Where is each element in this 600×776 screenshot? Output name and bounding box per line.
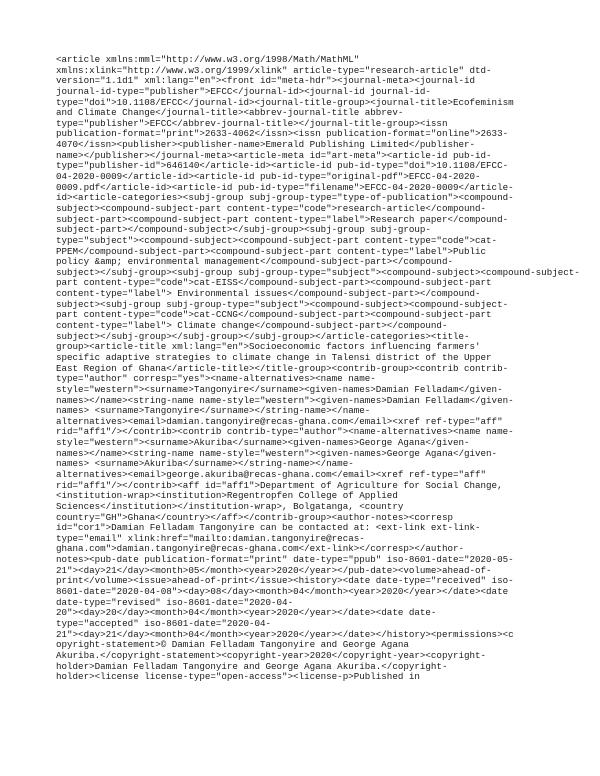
text-line: subject></subj-group></subj-group></subj-group></article-categories><title- [56, 330, 470, 342]
text-line: part content-type="code">cat-EISS</compound-subject-part><compound-subject-part [56, 277, 492, 289]
text-line: type="publisher">EFCC</abbrev-journal-title></journal-title-group><issn [56, 117, 448, 129]
text-line: type="accepted" iso-8601-date="2020-04- [56, 617, 272, 629]
text-line: names> <surname>Tangonyire</surname></string-name></name- [56, 405, 371, 417]
text-line: content-type="label"> Climate change</compound-subject-part></compound- [56, 320, 448, 332]
text-line: holder><license license-type="open-access"><license-p>Published in [56, 671, 420, 683]
text-line: style="western"><surname>Akuriba</surname><given-names>George Agana</given- [56, 437, 470, 449]
text-line: names> <surname>Akuriba</surname></string-name></name- [56, 458, 354, 470]
text-line: subject><subj-group subj-group-type="subject"><compound-subject><compound-subject- [56, 298, 509, 310]
text-line: type="subject"><compound-subject><compound-subject-part content-type="code">cat- [56, 234, 498, 246]
text-line: notes><pub-date publication-format="print" date-type="ppub" iso-8601-date="2020-05- [56, 554, 514, 566]
text-line: subject><compound-subject-part content-type="code">research-article</compound- [56, 202, 487, 214]
text-line: subject></subj-group><subj-group subj-group-type="subject"><compound-subject><compound-subject- [56, 266, 580, 278]
text-line: holder>Damian Felladam Tangonyire and George Agana Akuriba.</copyright- [56, 660, 448, 672]
text-line: names></name><string-name name-style="western"><given-names>George Agana</given- [56, 447, 498, 459]
text-line: type="email" xlink:href="mailto:damian.tangonyire@recas- [56, 532, 365, 544]
text-line: id="cor1">Damian Felladam Tangonyire can be contacted at: <ext-link ext-link- [56, 522, 481, 534]
text-line: subject-part><compound-subject-part content-type="label">Research paper</compound- [56, 213, 509, 225]
text-line: opyright-statement>© Damian Felladam Tangonyire and George Agana [56, 639, 409, 651]
text-line: East Region of Ghana</article-title></title-group><contrib-group><contrib contrib- [56, 362, 509, 374]
text-line: <article xmlns:mml="http://www.w3.org/1998/Math/MathML" [56, 54, 360, 65]
text-line: policy &amp; environmental management</compound-subject-part></compound- [56, 256, 453, 268]
text-line: <institution-wrap><institution>Regentropfen College of Applied [56, 490, 398, 502]
text-line: 8601-date="2020-04-08"><day>08</day><month>04</month><year>2020</year></date><date [56, 586, 509, 598]
text-line: 21"><day>21</day><month>05</month><year>2020</year></pub-date><volume>ahead-of- [56, 564, 492, 576]
text-line: and Climate Change</journal-title><abbrev-journal-title abbrev- [56, 107, 404, 119]
text-line: part content-type="code">cat-CCNG</compound-subject-part><compound-subject-part [56, 309, 492, 321]
text-line: alternatives><email>george.akuriba@recas-ghana.com</email><xref ref-type="aff" [56, 468, 487, 480]
text-line: print</volume><issue>ahead-of-print</issue><history><date date-type="received" iso- [56, 575, 514, 587]
text-line: country="GH">Ghana</country></aff></contrib-group><author-notes><corresp [56, 511, 453, 523]
text-line: ghana.com">damian.tangonyire@recas-ghana.com</ext-link></corresp></author- [56, 543, 464, 555]
text-line: 20"><day>20</day><month>04</month><year>2020</year></date><date date- [56, 607, 437, 619]
text-line: specific adaptive strategies to climate change in Talensi district of the Upper [56, 351, 492, 363]
text-line: 4070</issn><publisher><publisher-name>Emerald Publishing Limited</publisher- [56, 139, 476, 151]
text-line: journal-id-type="publisher">EFCC</journal-id><journal-id journal-id- [56, 85, 431, 97]
text-line: names></name><string-name name-style="western"><given-names>Damian Felladam</given- [56, 394, 514, 406]
text-line: PPEM</compound-subject-part><compound-subject-part content-type="label">Public [56, 245, 487, 257]
xml-source-text [56, 54, 580, 683]
text-line: alternatives><email>damian.tangonyire@recas-ghana.com</email><xref ref-type="aff" [56, 415, 503, 427]
text-line: style="western"><surname>Tangonyire</surname><given-names>Damian Felladam</given- [56, 383, 503, 395]
text-line: rid="aff1"/></contrib><aff id="aff1">Department of Agriculture for Social Change, [56, 479, 503, 491]
text-line: group><article-title xml:lang="en">Socioeconomic factors influencing farmers' [56, 341, 481, 353]
text-line: subject-part></compound-subject></subj-group><subj-group subj-group- [56, 224, 431, 236]
text-line: type="publisher-id">646140</article-id><article-id pub-id-type="doi">10.1108/EFCC- [56, 160, 509, 172]
text-line: Sciences</institution></institution-wrap>, Bolgatanga, <country [56, 500, 404, 512]
text-line: type="author" corresp="yes"><name-alternatives><name name- [56, 373, 376, 385]
text-line: date-type="revised" iso-8601-date="2020-04- [56, 596, 294, 608]
text-line: type="doi">10.1108/EFCC</journal-id><journal-title-group><journal-title>Ecofeminism [56, 96, 514, 108]
text-line: content-type="label"> Environmental issues</compound-subject-part></compound- [56, 288, 481, 300]
text-line: id><article-categories><subj-group subj-group-type="type-of-publication"><compound- [56, 192, 514, 204]
text-line: name></publisher></journal-meta><article-meta id="art-meta"><article-id pub-id- [56, 149, 492, 161]
text-line: rid="aff1"/></contrib><contrib contrib-type="author"><name-alternatives><name name- [56, 426, 514, 438]
text-line: Akuriba.</copyright-statement><copyright-year>2020</copyright-year><copyright- [56, 649, 487, 661]
text-line: 04-2020-0009</article-id><article-id pub-id-type="original-pdf">EFCC-04-2020- [56, 171, 481, 183]
text-line: version="1.1d1" xml:lang="en"><front id="meta-hdr"><journal-meta><journal-id [56, 75, 476, 87]
text-line: publication-format="print">2633-4062</issn><issn publication-format="online">2633- [56, 128, 509, 140]
text-line: 21"><day>21</day><month>04</month><year>2020</year></date></history><permissions><c [56, 628, 514, 640]
text-line: xmlns:xlink="http://www.w3.org/1999/xlink" article-type="research-article" dtd- [56, 64, 492, 76]
text-line: 0009.pdf</article-id><article-id pub-id-type="filename">EFCC-04-2020-0009</article- [56, 181, 514, 193]
